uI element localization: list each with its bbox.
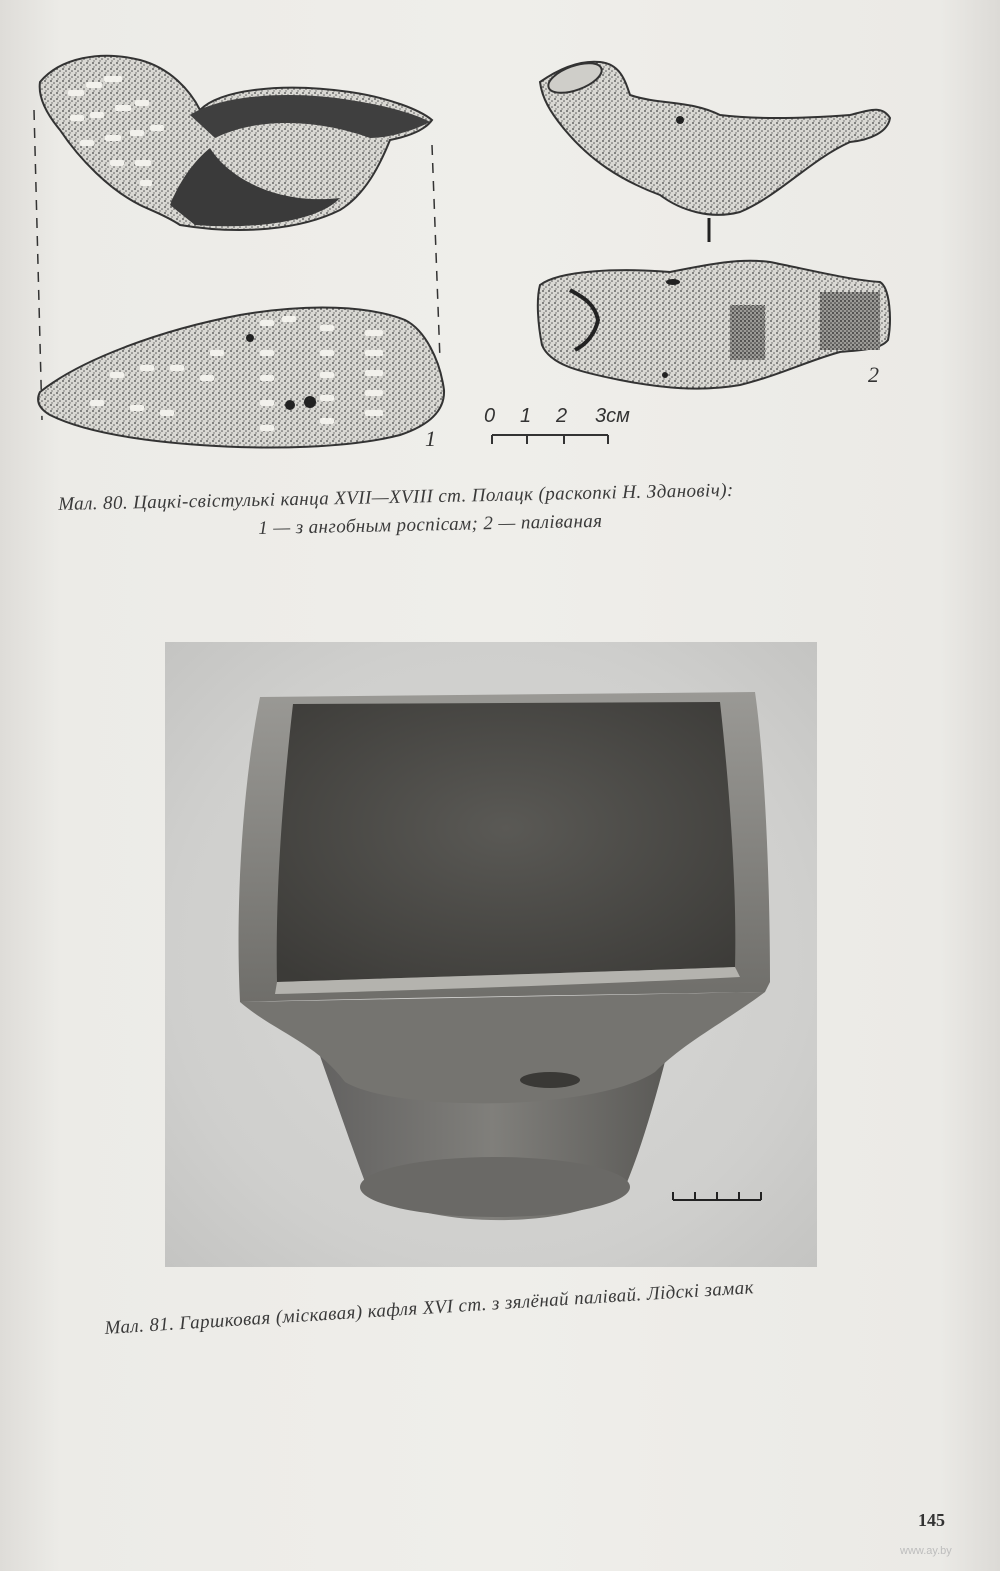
- figure-80-caption-line-1: Мал. 80. Цацкі-свістулькі канца XVII—XVIII ст. Полацк (раскопкі Н. Здановіч):: [58, 479, 734, 515]
- scale-tick-2: 2: [556, 405, 568, 427]
- watermark: www.ay.by: [900, 1545, 952, 1557]
- scale-tick-3: 3см: [595, 405, 630, 427]
- item-2-label: 2: [868, 362, 879, 387]
- whistle-2-side-view: [540, 57, 890, 215]
- whistle-1-top-view: [38, 308, 444, 448]
- figure-81-caption: Мал. 81. Гаршковая (міскавая) кафля XVI ст. з зялёнай палівай. Лідскі замак: [104, 1277, 755, 1339]
- scale-tick-1: 1: [520, 405, 532, 427]
- whistle-1-side-view: [40, 56, 432, 230]
- figure-80-caption-line-2: 1 — з ангобным роспісам; 2 — паліваная: [258, 510, 603, 539]
- scale-tick-0: 0: [484, 405, 496, 427]
- figure-81-photo: [165, 642, 817, 1267]
- scale-bar: [484, 405, 630, 444]
- whistle-2-top-view: [538, 261, 890, 389]
- item-1-label: 1: [425, 426, 436, 451]
- page-number: 145: [918, 1510, 945, 1530]
- figure-80-drawing: [20, 20, 920, 470]
- photo-scale-bar: [673, 1192, 761, 1200]
